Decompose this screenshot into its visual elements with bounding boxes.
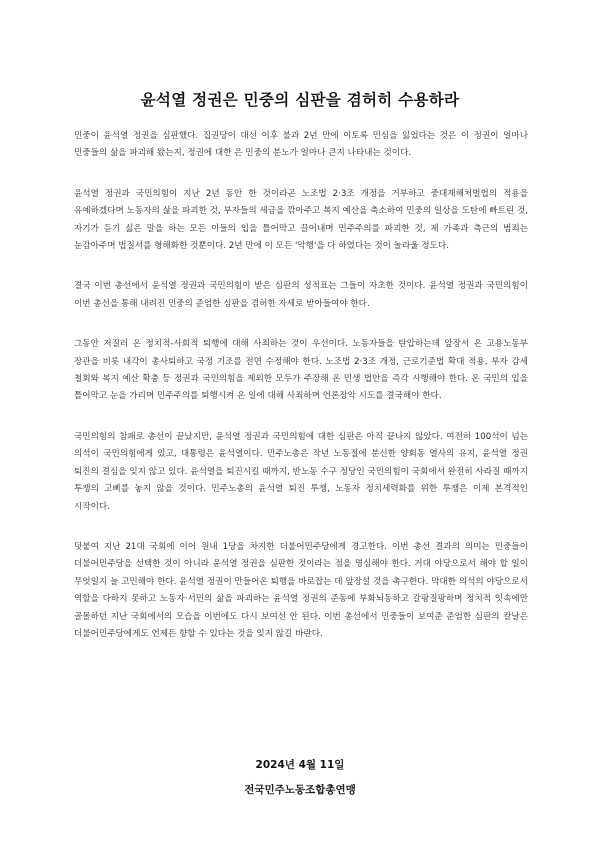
body-paragraph: 그동안 저질러 온 정치적-사회적 퇴행에 대해 사죄하는 것이 우선이다. 노동자들을 탄압하는데 앞장서 온 고용노동부 장관을 비롯 내각이 총사퇴하고 국정 기조를 전면 수정해야 한다. 노조법 2·3조 개정, 근로기준법 확대 적용, 부자 감세 철회와 복지 예산 확충 등 정권과 국민의힘을 제외한 모두가 주장해 온 민생 법안을 즉각 시행해야 한다. 온 국민의 입을 틀어막고 눈을 가리며 민주주의를 퇴행시켜 온 일에 대해 사죄하며 언론장악 시도를 결국해야 한다.: [74, 339, 528, 402]
statement-date: 2024년 4월 11일: [255, 759, 345, 771]
body-paragraph: 민중이 윤석열 정권을 심판했다. 집권당이 대선 이후 불과 2년 만에 이토록 민심을 잃었다는 것은 이 정권이 얼마나 민중들의 삶을 파괴해 왔는지, 정권에 대한 은 민중의 분노가 얼마나 큰지 나타내는 것이다.: [74, 131, 528, 159]
body-paragraph: 윤석열 정권과 국민의힘이 지난 2년 동안 한 것이라곤 노조법 2·3조 개정을 거부하고 중대재해처벌법의 적용을 유예하겠다며 노동자의 삶을 파괴한 것, 부자들의 세금을 깎아주고 복지 예산을 축소하여 민중의 일상을 도탄에 빠트린 것, 자기가 듣기 싫은 말을 하는 모든 이들의 입을 틀어막고 끌어내며 민주주의를 파괴한 것, 제 가족과 측근의 범죄는 눈감아주며 법질서를 형해화한 것뿐이다. 2년 만에 이 모든 '악행'을 다 하였다는 것이 놀라울 정도다.: [74, 188, 528, 252]
body-paragraph: 덧붙여 지난 21대 국회에 이어 원내 1당을 차지한 더불어민주당에게 경고한다. 이번 총선 결과의 의미는 민중들이 더불어민주당을 선택한 것이 아니라 윤석열 정권을 심판한 것이라는 점을 명심해야 한다. 거대 야당으로서 해야 할 일이 무엇일지 늘 고민해야 한다. 윤석열 정권이 만들어온 퇴행을 바로잡는 데 앞장설 것을 촉구한다. 막대한 의석의 야당으로서 역할을 다하지 못하고 노동자·서민의 삶을 파괴하는 윤석열 정권의 준동에 부화뇌동하고 갈팡질팡하며 정치적 잇속에만 골몰하던 지난 국회에서의 모습을 이번에도 다시 보여선 안 된다. 이번 총선에서 민중들이 보여준 준엄한 심판의 칼날은 더불어민주당에게도 언제든 향할 수 있다는 것을 잊지 않길 바란다.: [74, 541, 528, 639]
document-title: 윤석열 정권은 민중의 심판을 겸허히 수용하라: [140, 91, 460, 109]
body-paragraph: 결국 이번 총선에서 윤석열 정권과 국민의힘이 받은 심판의 성적표는 그들이 자초한 것이다. 윤석열 정권과 국민의힘이 이번 총선을 통해 내려진 민중의 준엄한 심판을 겸허한 자세로 받아들여야 한다.: [74, 281, 528, 309]
organization-name: 전국민주노동조합총연맹: [244, 784, 356, 796]
body-paragraph: 국민의힘의 참패로 총선이 끝났지만, 윤석열 정권과 국민의힘에 대한 심판은 아직 끝나지 않았다. 여전히 100석이 넘는 의석이 국민의힘에게 있고, 대통령은 윤석열이다. 민주노총은 작년 노동절에 분신한 양회동 열사의 유지, 윤석열 정권 퇴진의 결심을 잊지 않고 있다. 윤석열을 퇴진시킬 때까지, 반노동 수구 정당인 국민의힘이 국회에서 완전히 사라질 때까지 투쟁의 고삐를 놓지 않을 것이다. 민주노총의 윤석열 퇴진 투쟁, 노동자 정치세력화를 위한 투쟁은 이제 본격적인 시작이다.: [74, 431, 528, 512]
statement-body: [74, 128, 528, 666]
